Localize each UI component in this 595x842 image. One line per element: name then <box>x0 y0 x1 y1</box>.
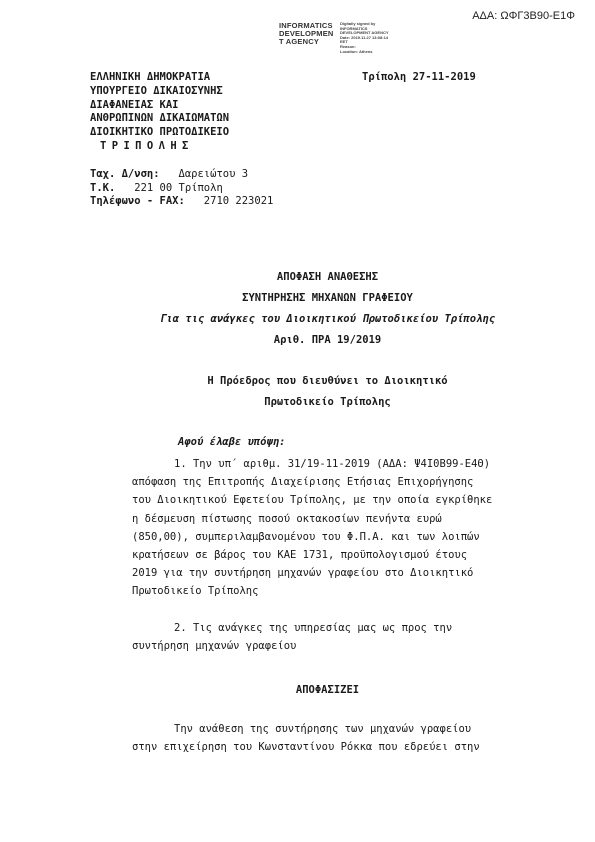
authority-line: ΔΙΟΙΚΗΤΙΚΟ ΠΡΩΤΟΔΙΚΕΙΟ <box>90 126 230 139</box>
paragraph-line: (850,00), συμπεριλαμβανομένου του Φ.Π.Α. και των λοιπών <box>132 530 480 543</box>
paragraph-line: του Διοικητικού Εφετείου Τρίπολης, με την οποία εγκρίθηκε <box>132 494 493 507</box>
ada-code: ΑΔΑ: ΩΦΓ3Β90-Ε1Φ <box>472 10 575 22</box>
authority-line: ΥΠΟΥΡΓΕΙΟ ΔΙΚΑΙΟΣΥΝΗΣ <box>90 84 223 97</box>
signature-detail-line: EET <box>340 39 348 45</box>
phone-value: 2710 223021 <box>203 195 274 207</box>
signature-logo-line: T AGENCY <box>279 37 320 46</box>
decision-subject: ΣΥΝΤΗΡΗΣΗΣ ΜΗΧΑΝΩΝ ΓΡΑΦΕΙΟΥ <box>242 292 413 304</box>
document-date: Τρίπολη 27-11-2019 <box>362 71 476 83</box>
postcode-label: Τ.Κ. <box>90 181 116 194</box>
decision-paragraph <box>132 720 542 756</box>
paragraph-line: 2. Τις ανάγκες της υπηρεσίας μας ως προς την <box>174 622 453 634</box>
authority-line: ΔΙΑΦΑΝΕΙΑΣ ΚΑΙ <box>90 98 179 111</box>
paragraph-line: 1. Την υπ΄ αριθμ. 31/19-11-2019 (ΑΔΑ: Ψ4Ι0Β99-Ε4Θ) <box>174 458 491 470</box>
decides-heading: ΑΠΟΦΑΣΙΖΕΙ <box>295 684 360 696</box>
street-value: Δαρειώτου 3 <box>178 168 249 180</box>
signature-logo-line: INFORMATICS <box>279 21 333 30</box>
authority-line: ΑΝΘΡΩΠΙΝΩΝ ΔΙΚΑΙΩΜΑΤΩΝ <box>90 112 230 125</box>
paragraph-line: στην επιχείρηση του Κωνσταντίνου Ρόκκα που εδρεύει στην <box>132 741 480 754</box>
paragraph-line: απόφαση της Επιτροπής Διαχείρισης Ετήσιας Επιχορήγησης <box>132 476 474 489</box>
paragraph-line: Την ανάθεση της συντήρησης των μηχανών γραφείου <box>174 723 472 735</box>
digital-signature-details <box>340 22 389 54</box>
signature-detail-line: Location: Athens <box>340 48 373 54</box>
postcode-value: 221 00 Τρίπολη <box>134 181 223 194</box>
signature-detail-line: INFORMATICS <box>340 25 368 31</box>
decision-purpose: Για τις ανάγκες του Διοικητικού Πρωτοδικείου Τρίπολης <box>159 313 496 325</box>
paragraph-line: 2019 για την συντήρηση μηχανών γραφείου στο Διοικητικό <box>132 567 474 580</box>
consideration-item-2 <box>132 619 542 655</box>
authority-line: ΕΛΛΗΝΙΚΗ ΔΗΜΟΚΡΑΤΙΑ <box>90 71 211 83</box>
signature-logo <box>279 22 334 46</box>
paragraph-line: συντήρηση μηχανών γραφείου <box>132 640 297 653</box>
phone-label: Τηλέφωνο - FAX: <box>90 195 185 207</box>
decision-title: ΑΠΟΦΑΣΗ ΑΝΑΘΕΣΗΣ <box>276 271 379 283</box>
street-label: Ταχ. Δ/νση: <box>90 168 160 180</box>
signature-detail-line: Reason: <box>340 43 356 49</box>
signature-detail-line: Digitally signed by <box>340 21 376 26</box>
signature-detail-line: DEVELOPMENT AGENCY <box>340 30 389 36</box>
authority-city: ΤΡΙΠΟΛΗΣ <box>100 139 194 152</box>
issuing-authority <box>90 71 229 154</box>
street-row <box>90 168 273 182</box>
address-block <box>90 168 273 209</box>
considerations-heading: Αφού έλαβε υπόψη: <box>178 436 286 448</box>
signature-detail-line: Date: 2019.11.27 13:08:14 <box>340 34 389 40</box>
signature-logo-line: DEVELOPMEN <box>279 29 334 38</box>
paragraph-line: Πρωτοδικείο Τρίπολης <box>132 585 259 598</box>
president-line: Πρωτοδικείο Τρίπολης <box>264 396 391 408</box>
paragraph-line: κρατήσεων σε βάρος του ΚΑΕ 1731, προϋπολογισμού έτους <box>132 549 468 562</box>
decision-number: Αριθ. ΠΡΑ 19/2019 <box>273 334 382 346</box>
president-line: Η Πρόεδρος που διευθύνει το Διοικητικό <box>207 375 448 387</box>
postcode-row <box>90 182 273 196</box>
consideration-item-1 <box>132 455 542 601</box>
paragraph-line: η δέσμευση πίστωσης ποσού οκτακοσίων πενήντα ευρώ <box>132 512 442 525</box>
phone-row <box>90 195 273 209</box>
